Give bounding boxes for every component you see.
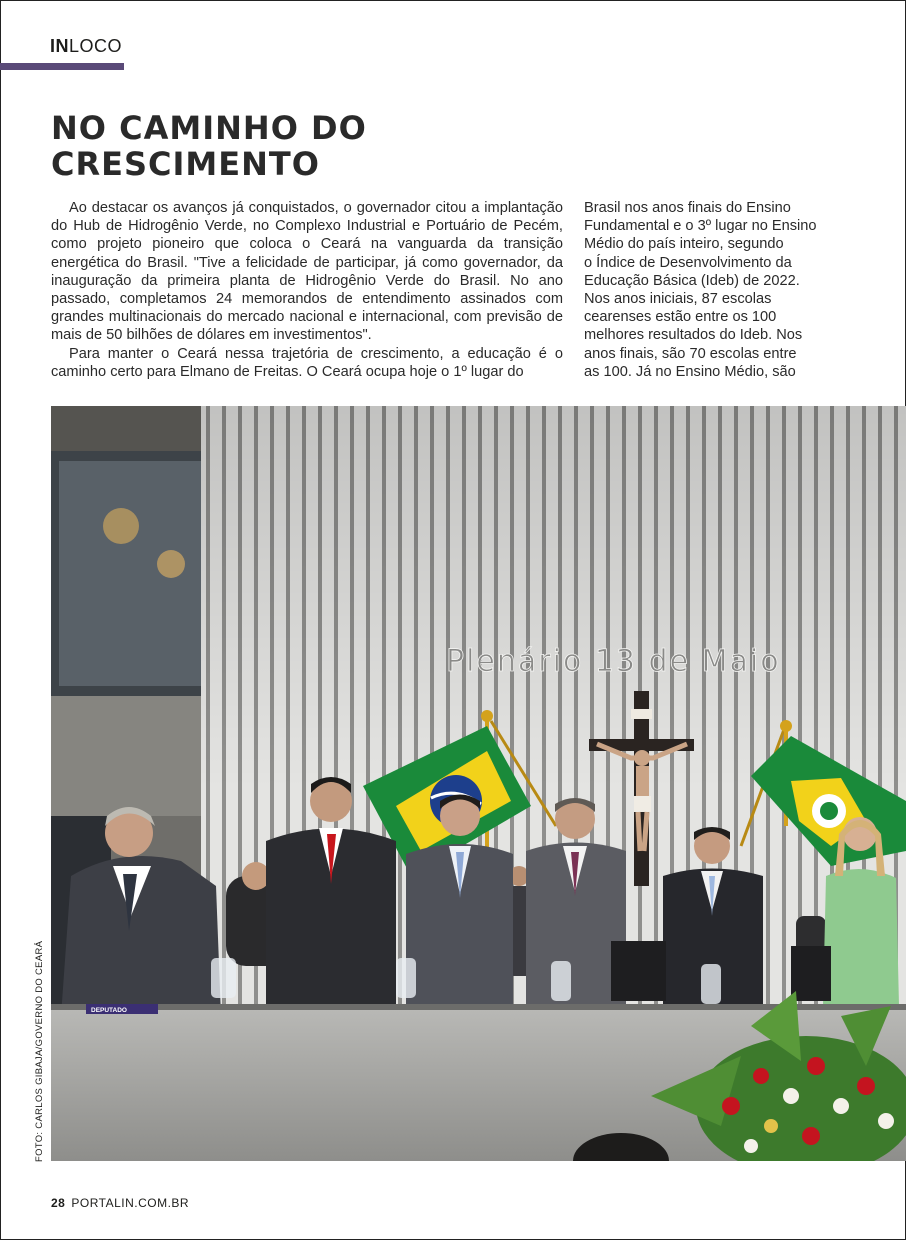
body-column-left — [51, 199, 563, 381]
page-number: 28 — [51, 1196, 66, 1210]
headline — [51, 110, 651, 182]
plenary-photo — [51, 406, 906, 1161]
headline-line-1: NO CAMINHO DO — [51, 109, 367, 147]
site-name: PORTALIN.COM.BR — [71, 1196, 190, 1210]
body-line: Fundamental e o 3º lugar no Ensino — [584, 218, 817, 235]
body-paragraph: Ao destacar os avanços já conquistados, o governador citou a implantação do Hub de Hidrogênio Verde, no Complexo Industrial e Portuário de Pecém, como projeto pioneiro que coloca o Ceará na vanguarda da transição energética do Brasil. "Tive a felicidade de participar, já como governador, da inauguração da primeira planta de Hidrogênio Verde do Brasil. No ano passado, completamos 24 memorandos de entendimento assinados com grandes multinacionais do mercado nacional e internacional, com previsão de mais de 50 bilhões de dólares em investimentos". — [51, 200, 563, 344]
section-rule — [0, 63, 124, 70]
page-footer — [51, 1196, 189, 1210]
body-column-right — [584, 199, 846, 381]
deputado-plate: DEPUTADO — [91, 1007, 127, 1014]
body-line: Educação Básica (Ideb) de 2022. — [584, 272, 800, 289]
wall-sign: Plenário 13 de Maio — [446, 644, 781, 679]
body-line: o Índice de Desenvolvimento da — [584, 254, 792, 271]
body-line: as 100. Já no Ensino Médio, são — [584, 363, 796, 380]
body-line: Nos anos iniciais, 87 escolas — [584, 291, 772, 308]
body-line: Médio do país inteiro, segundo — [584, 236, 784, 253]
body-line: melhores resultados do Ideb. Nos — [584, 327, 803, 344]
photo-credit: FOTO: CARLOS GIBAJA/GOVERNO DO CEARÁ — [34, 940, 45, 1162]
section-label-bold: IN — [50, 36, 69, 56]
section-label-light: LOCO — [69, 36, 123, 56]
section-label — [50, 36, 122, 57]
body-paragraph: Para manter o Ceará nessa trajetória de crescimento, a educação é o caminho certo para Elmano de Freitas. O Ceará ocupa hoje o 1º lugar do — [51, 345, 563, 380]
headline-line-2: CRESCIMENTO — [51, 145, 320, 183]
body-line: anos finais, são 70 escolas entre — [584, 345, 797, 362]
body-line: Brasil nos anos finais do Ensino — [584, 200, 791, 216]
body-line: cearenses estão entre os 100 — [584, 309, 777, 326]
